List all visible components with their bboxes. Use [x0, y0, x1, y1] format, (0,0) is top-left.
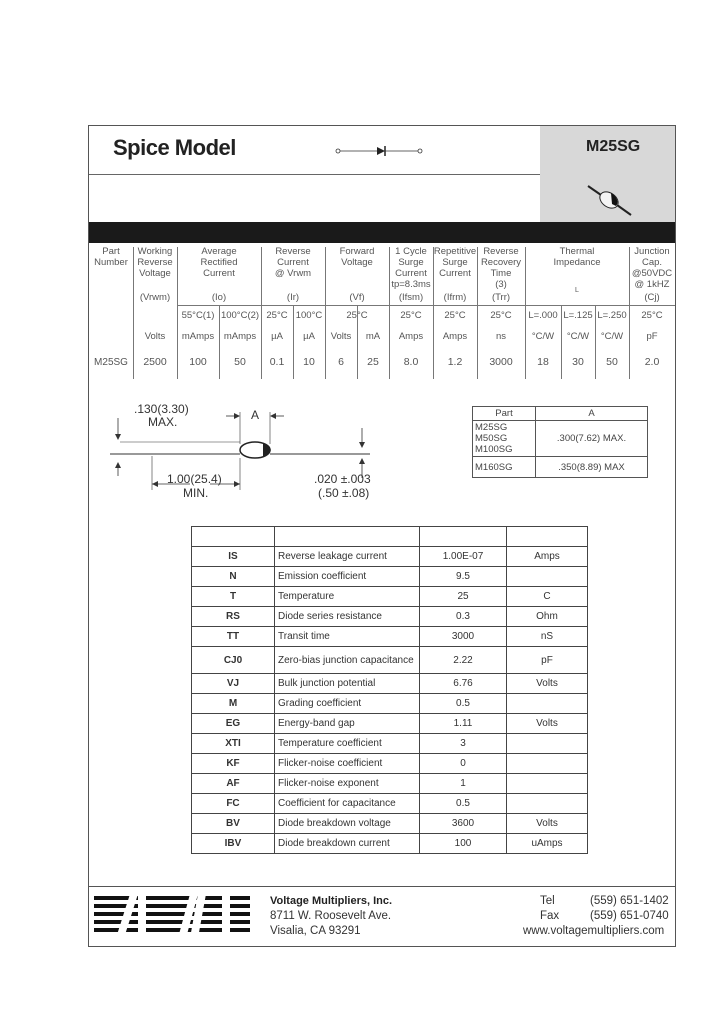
- param-name: CJ0: [192, 647, 275, 674]
- spec-rule: [177, 305, 675, 306]
- unit: Volts: [330, 331, 352, 342]
- address-line-2: Visalia, CA 93291: [270, 925, 361, 937]
- hdr-trr: Reverse: [483, 246, 519, 257]
- unit: µA: [303, 331, 315, 342]
- row-value: 18: [537, 356, 549, 368]
- param-name: IBV: [192, 834, 275, 854]
- hdr-trr-2: Recovery: [480, 257, 522, 268]
- hdr-part: Part: [102, 246, 120, 257]
- header-divider: [89, 174, 540, 175]
- page-title: Spice Model: [113, 135, 236, 160]
- row-value: 100: [189, 356, 207, 368]
- body-diameter-max: MAX.: [148, 415, 178, 429]
- lead-diameter: .020 ±.003: [314, 472, 371, 486]
- param-unit: [507, 754, 588, 774]
- unit: mAmps: [181, 331, 215, 342]
- param-description: Bulk junction potential: [275, 674, 420, 694]
- cond: 100°C: [295, 310, 323, 321]
- param-unit: Ohm: [507, 607, 588, 627]
- cond: L=.000: [528, 310, 558, 321]
- sym-cj: (Cj): [644, 292, 660, 303]
- table-row: [192, 647, 588, 674]
- fax-label: Fax: [540, 910, 560, 922]
- cond: L=.125: [563, 310, 593, 321]
- param-description: Zero-bias junction capacitance: [275, 647, 420, 674]
- param-unit: Volts: [507, 714, 588, 734]
- fax-number: (559) 651-0740: [590, 910, 669, 922]
- row-value: 2500: [143, 356, 167, 368]
- hdr-ifsm-4: tp=8.3ms: [391, 279, 431, 290]
- cond: 25°C: [266, 310, 288, 321]
- hdr-cj-2: Cap.: [641, 257, 663, 268]
- param-description: Coefficient for capacitance: [275, 794, 420, 814]
- table-row: [192, 567, 588, 587]
- row-part: M25SG: [94, 357, 128, 368]
- param-unit: C: [507, 587, 588, 607]
- hdr-cj-3: @50VDC: [631, 268, 673, 279]
- param-description: Diode series resistance: [275, 607, 420, 627]
- hdr-part-2: Number: [94, 257, 128, 268]
- hdr-vrwm-3: Voltage: [139, 268, 171, 279]
- sym-vrwm: (Vrwm): [139, 292, 171, 303]
- hdr-vrwm-2: Reverse: [137, 257, 173, 268]
- param-description: Transit time: [275, 627, 420, 647]
- cond: 25°C: [641, 310, 663, 321]
- param-value: 0.3: [420, 607, 507, 627]
- param-name: BV: [192, 814, 275, 834]
- param-description: Temperature: [275, 587, 420, 607]
- param-name: VJ: [192, 674, 275, 694]
- param-name: M: [192, 694, 275, 714]
- ptab-part: M160SG: [473, 457, 536, 478]
- unit: °C/W: [566, 331, 590, 342]
- param-unit: [507, 567, 588, 587]
- param-unit: [507, 794, 588, 814]
- unit: mAmps: [223, 331, 257, 342]
- cond: L=.250: [597, 310, 627, 321]
- sym-vf: (Vf): [349, 292, 365, 303]
- param-description: Diode breakdown voltage: [275, 814, 420, 834]
- param-value: 0.5: [420, 794, 507, 814]
- ptab-parts: [473, 421, 536, 457]
- cond: 25°C: [346, 310, 368, 321]
- website-link[interactable]: www.voltagemultipliers.com: [523, 925, 665, 937]
- cond: 25°C: [444, 310, 466, 321]
- hdr-io-2: Rectified: [200, 257, 238, 268]
- hdr-io: Average: [201, 246, 237, 257]
- unit: ns: [495, 331, 507, 342]
- row-value: 8.0: [403, 356, 419, 368]
- sym-ifrm: (Ifrm): [443, 292, 467, 303]
- unit: Amps: [442, 331, 468, 342]
- param-name: N: [192, 567, 275, 587]
- table-row: [192, 674, 588, 694]
- cond: 25°C: [400, 310, 422, 321]
- unit: mA: [365, 331, 381, 342]
- table-row: [192, 734, 588, 754]
- param-value: 9.5: [420, 567, 507, 587]
- hdr-ifsm-2: Surge: [398, 257, 424, 268]
- part-dimension-table: [472, 406, 648, 478]
- param-name: TT: [192, 627, 275, 647]
- table-row: [192, 794, 588, 814]
- param-name: XTI: [192, 734, 275, 754]
- hdr-ifsm: 1 Cycle: [395, 246, 427, 257]
- cond: 25°C: [490, 310, 512, 321]
- hdr-ifrm-3: Current: [439, 268, 471, 279]
- hdr-vf-2: Voltage: [341, 257, 373, 268]
- sym-ifsm: (Ifsm): [398, 292, 424, 303]
- vmi-logo: [94, 894, 254, 938]
- param-unit: Volts: [507, 674, 588, 694]
- table-row: [192, 754, 588, 774]
- param-unit: nS: [507, 627, 588, 647]
- param-value: 100: [420, 834, 507, 854]
- sym-trr: (Trr): [491, 292, 511, 303]
- param-unit: pF: [507, 647, 588, 674]
- param-header-blank: [420, 527, 507, 547]
- param-name: T: [192, 587, 275, 607]
- row-value: 25: [367, 356, 379, 368]
- table-row: [192, 694, 588, 714]
- param-name: RS: [192, 607, 275, 627]
- param-description: Reverse leakage current: [275, 547, 420, 567]
- unit: Amps: [398, 331, 424, 342]
- part-number: M25SG: [586, 138, 641, 155]
- lead-diameter-mm: (.50 ±.08): [318, 486, 370, 500]
- axial-diode-icon: [585, 183, 635, 219]
- ptab-part: M25SG: [475, 422, 508, 433]
- cond: 55°C(1): [181, 310, 215, 321]
- param-unit: [507, 734, 588, 754]
- tel-number: (559) 651-1402: [590, 895, 669, 907]
- table-row: [192, 814, 588, 834]
- hdr-ifrm: Repetitive: [433, 246, 477, 257]
- ptab-a-value: .350(8.89) MAX: [536, 457, 648, 478]
- table-row: [192, 774, 588, 794]
- table-row: [192, 527, 588, 547]
- hdr-trr-3: Time: [490, 268, 512, 279]
- param-description: Diode breakdown current: [275, 834, 420, 854]
- unit: °C/W: [531, 331, 555, 342]
- table-row: [192, 547, 588, 567]
- sym-l: L: [575, 287, 579, 294]
- lead-length-min: MIN.: [183, 486, 209, 500]
- hdr-ir: Reverse: [275, 246, 311, 257]
- row-value: 2.0: [644, 356, 660, 368]
- param-name: AF: [192, 774, 275, 794]
- hdr-vf: Forward: [339, 246, 375, 257]
- unit: µA: [271, 331, 283, 342]
- dim-a-label: A: [251, 408, 260, 422]
- row-value: 6: [338, 356, 344, 368]
- param-value: 0: [420, 754, 507, 774]
- hdr-ifsm-3: Current: [395, 268, 427, 279]
- hdr-cj-4: @ 1kHZ: [634, 279, 670, 290]
- hdr-ir-2: Current: [277, 257, 309, 268]
- hdr-vrwm: Working: [137, 246, 173, 257]
- row-value: 3000: [489, 356, 513, 368]
- param-value: 1.00E-07: [420, 547, 507, 567]
- diode-symbol-icon: [335, 143, 425, 159]
- unit: Volts: [144, 331, 166, 342]
- param-description: Emission coefficient: [275, 567, 420, 587]
- company-name: Voltage Multipliers, Inc.: [270, 895, 393, 907]
- param-value: 2.22: [420, 647, 507, 674]
- param-description: Temperature coefficient: [275, 734, 420, 754]
- param-header-blank: [192, 527, 275, 547]
- row-value: 10: [303, 356, 315, 368]
- footer-divider: [89, 886, 675, 887]
- param-value: 1: [420, 774, 507, 794]
- table-row: [192, 587, 588, 607]
- hdr-trr-4: (3): [495, 279, 507, 290]
- param-name: KF: [192, 754, 275, 774]
- ptab-a-value: .300(7.62) MAX.: [536, 421, 648, 457]
- sym-io: (Io): [211, 292, 227, 303]
- param-description: Flicker-noise exponent: [275, 774, 420, 794]
- hdr-io-3: Current: [203, 268, 235, 279]
- tel-label: Tel: [540, 895, 555, 907]
- param-value: 3: [420, 734, 507, 754]
- ptab-head-a: A: [536, 407, 648, 421]
- cond: 100°C(2): [220, 310, 260, 321]
- param-value: 6.76: [420, 674, 507, 694]
- table-row: [192, 607, 588, 627]
- black-band: [89, 222, 675, 243]
- row-value: 1.2: [447, 356, 463, 368]
- param-name: FC: [192, 794, 275, 814]
- address-line-1: 8711 W. Roosevelt Ave.: [270, 910, 392, 922]
- param-name: EG: [192, 714, 275, 734]
- param-header-blank: [507, 527, 588, 547]
- param-description: Energy-band gap: [275, 714, 420, 734]
- hdr-thermal-2: Impedance: [553, 257, 601, 268]
- hdr-ir-3: @ Vrwm: [274, 268, 312, 279]
- param-value: 0.5: [420, 694, 507, 714]
- spec-table: [89, 243, 675, 379]
- unit: °C/W: [600, 331, 624, 342]
- lead-length: 1.00(25.4): [167, 472, 222, 486]
- row-value: 0.1: [269, 356, 285, 368]
- hdr-cj: Junction: [634, 246, 670, 257]
- param-description: Grading coefficient: [275, 694, 420, 714]
- param-value: 3600: [420, 814, 507, 834]
- table-row: [192, 834, 588, 854]
- unit: pF: [646, 331, 658, 342]
- param-name: IS: [192, 547, 275, 567]
- sym-ir: (Ir): [286, 292, 300, 303]
- param-unit: uAmps: [507, 834, 588, 854]
- param-unit: Amps: [507, 547, 588, 567]
- row-value: 50: [606, 356, 618, 368]
- param-unit: [507, 774, 588, 794]
- spice-parameter-table: [191, 526, 588, 854]
- param-value: 1.11: [420, 714, 507, 734]
- row-value: 30: [572, 356, 584, 368]
- ptab-head-part: Part: [473, 407, 536, 421]
- param-description: Flicker-noise coefficient: [275, 754, 420, 774]
- ptab-part: M100SG: [475, 444, 513, 455]
- param-value: 25: [420, 587, 507, 607]
- param-unit: [507, 694, 588, 714]
- hdr-thermal: Thermal: [559, 246, 595, 257]
- ptab-part: M50SG: [475, 433, 508, 444]
- param-header-blank: [275, 527, 420, 547]
- hdr-ifrm-2: Surge: [442, 257, 468, 268]
- table-row: [192, 627, 588, 647]
- table-row: [192, 714, 588, 734]
- param-unit: Volts: [507, 814, 588, 834]
- row-value: 50: [234, 356, 246, 368]
- body-diameter: .130(3.30): [134, 402, 189, 416]
- param-value: 3000: [420, 627, 507, 647]
